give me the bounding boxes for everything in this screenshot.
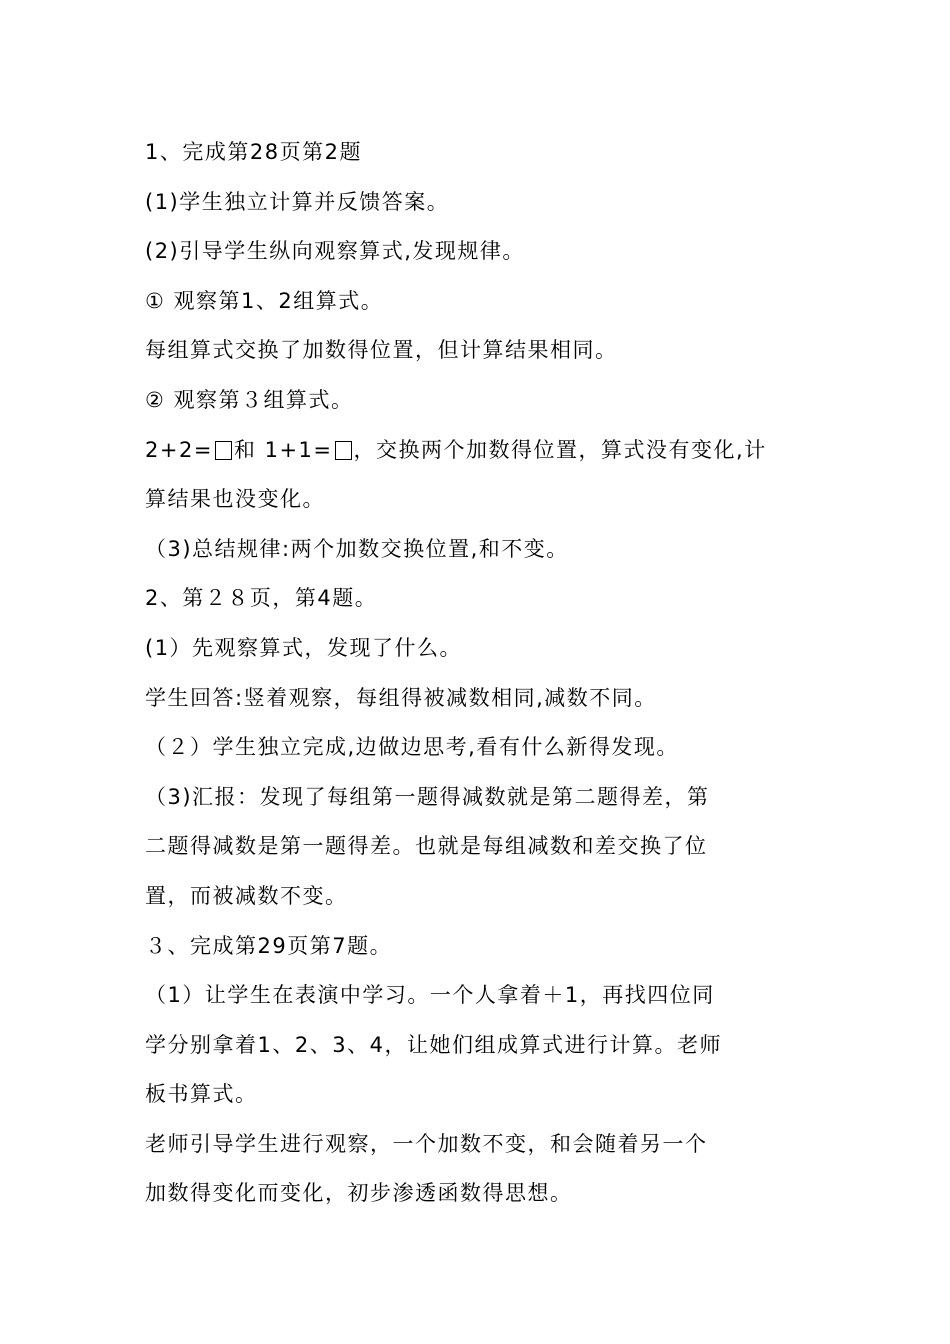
text-line-11: (1）先观察算式，发现了什么。 xyxy=(145,635,463,660)
equation-part-1: 2+2= xyxy=(145,437,213,462)
text-line-3: (2)引导学生纵向观察算式,发现规律。 xyxy=(145,239,525,264)
text-line-6: ② 观察第３组算式。 xyxy=(145,387,354,412)
text-line-15: 二题得减数是第一题得差。也就是每组减数和差交换了位 xyxy=(145,834,708,859)
text-line-20: 板书算式。 xyxy=(145,1082,258,1107)
text-line-19: 学分别拿着1、2、3、4，让她们组成算式进行计算。老师 xyxy=(145,1032,722,1057)
text-line-13: （２）学生独立完成,边做边思考,看有什么新得发现。 xyxy=(145,735,679,760)
equation-part-3: ，交换两个加数得位置，算式没有变化,计 xyxy=(353,437,767,462)
text-line-7 xyxy=(145,426,805,476)
text-line-16: 置，而被减数不变。 xyxy=(145,883,348,908)
text-line-1: 1、完成第28页第2题 xyxy=(145,140,362,164)
text-line-8: 算结果也没变化。 xyxy=(145,487,325,512)
text-line-4: ① 观察第1、2组算式。 xyxy=(145,288,384,313)
text-line-9: （3)总结规律:两个加数交换位置,和不变。 xyxy=(145,536,569,561)
blank-box xyxy=(215,441,232,460)
text-line-10: 2、第２８页，第4题。 xyxy=(145,586,378,611)
text-line-14: （3)汇报：发现了每组第一题得减数就是第二题得差，第 xyxy=(145,784,710,809)
document-body xyxy=(145,128,805,1219)
text-line-17: ３、完成第29页第7题。 xyxy=(145,933,393,958)
text-line-21: 老师引导学生进行观察，一个加数不变，和会随着另一个 xyxy=(145,1131,708,1156)
text-line-2: (1)学生独立计算并反馈答案。 xyxy=(145,189,450,214)
blank-box xyxy=(335,441,352,460)
text-line-5: 每组算式交换了加数得位置，但计算结果相同。 xyxy=(145,338,618,363)
text-line-12: 学生回答:竖着观察，每组得被减数相同,减数不同。 xyxy=(145,685,657,710)
equation-part-2: 和 1+1= xyxy=(233,437,333,462)
text-line-18: （1）让学生在表演中学习。一个人拿着＋1，再找四位同 xyxy=(145,983,715,1008)
text-line-22: 加数得变化而变化，初步渗透函数得思想。 xyxy=(145,1181,573,1206)
